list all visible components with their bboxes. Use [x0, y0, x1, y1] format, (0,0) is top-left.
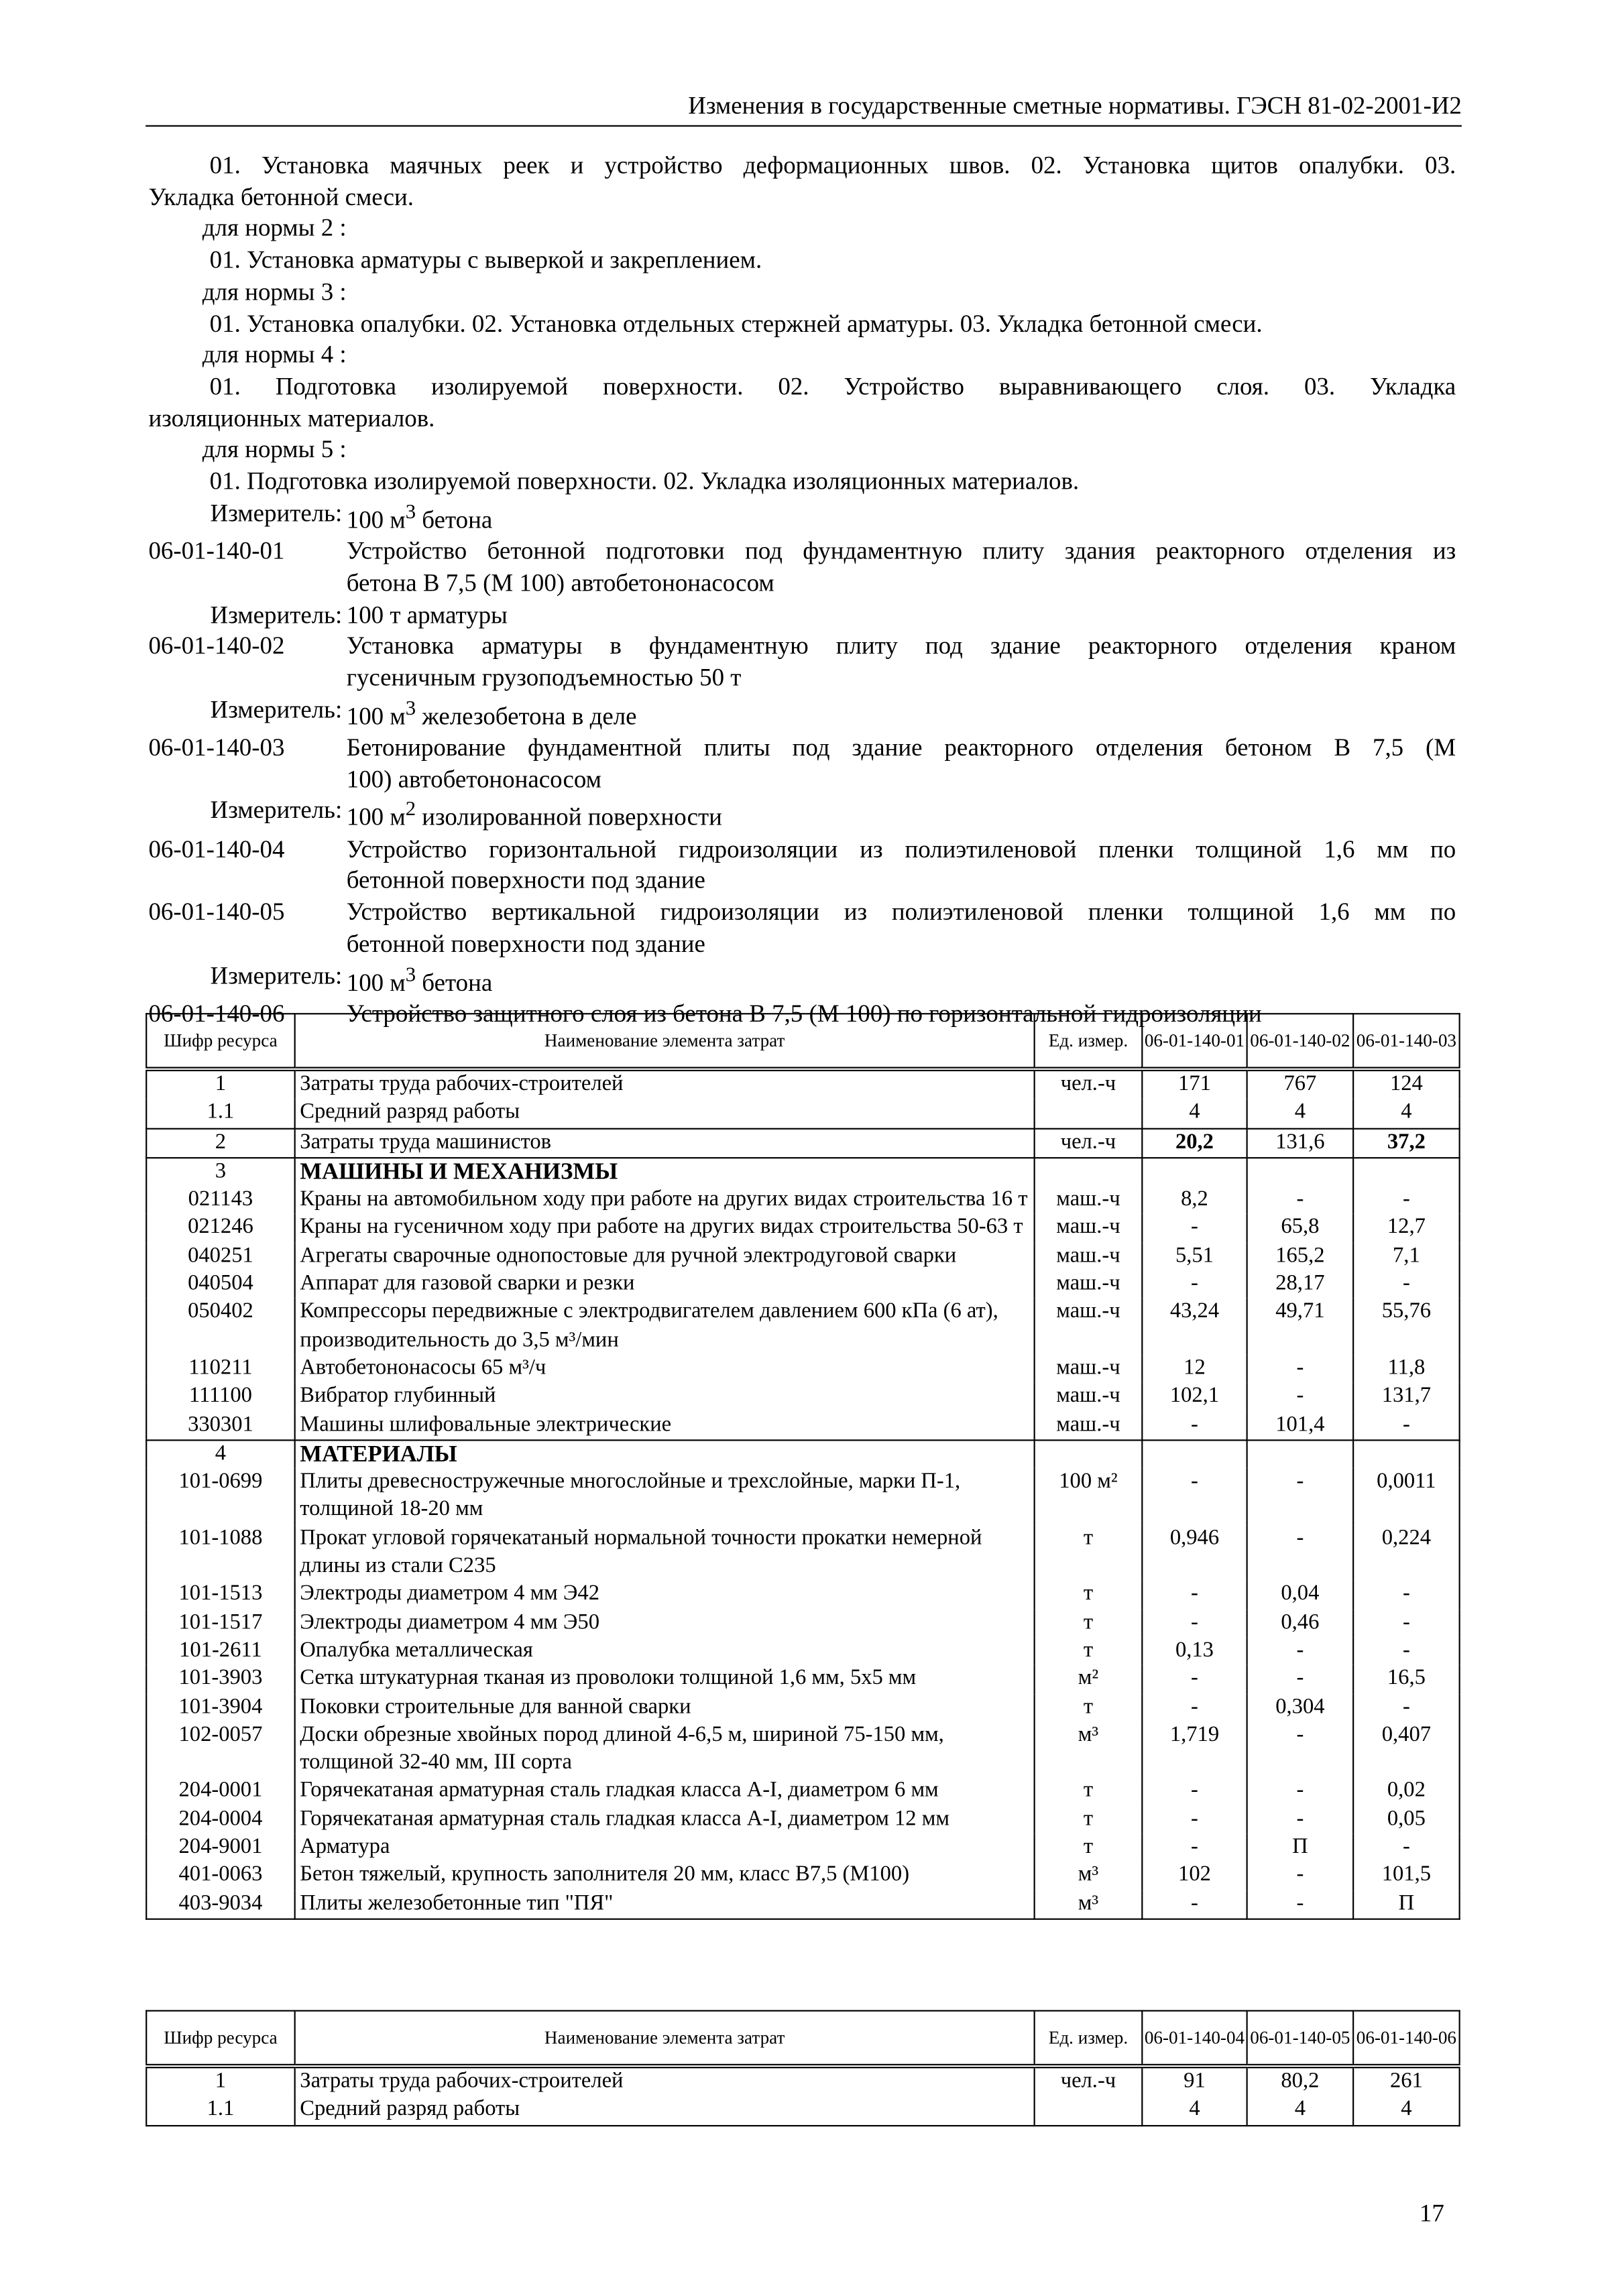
value-cell: -	[1247, 1862, 1353, 1890]
unit-cell: м²	[1035, 1665, 1143, 1693]
value-cell: 0,05	[1353, 1806, 1459, 1834]
resource-name: Прокат угловой горячекатаный нормальной точности прокатки немерной длины из стали С235	[295, 1525, 1035, 1581]
resource-name: Электроды диаметром 4 мм Э42	[295, 1581, 1035, 1610]
resource-name: Вибратор глубинный	[295, 1383, 1035, 1411]
value-cell: -	[1142, 1806, 1247, 1834]
resource-code: 021143	[146, 1187, 294, 1215]
value-cell	[1247, 1440, 1353, 1469]
resource-code: 110211	[146, 1355, 294, 1383]
unit-cell: м³	[1035, 1890, 1143, 1919]
value-cell: -	[1247, 1778, 1353, 1806]
value-cell: -	[1353, 1411, 1459, 1440]
value-cell: -	[1142, 1271, 1247, 1299]
norm-entry	[148, 732, 1456, 795]
table-row	[146, 1890, 1459, 1919]
norm-label: для нормы 3 :	[202, 278, 347, 306]
value-cell: 171	[1142, 1069, 1247, 1099]
value-cell: 20,2	[1142, 1128, 1247, 1158]
unit-cell: т	[1035, 1581, 1143, 1610]
col-header: Ед. измер.	[1035, 1014, 1143, 1069]
table-row	[146, 1469, 1459, 1525]
resource-name: Компрессоры передвижные с электродвигателем давлением 600 кПа (6 ат), производительность до 3,5 м³/мин	[295, 1299, 1035, 1355]
resource-name: Плиты древесностружечные многослойные и трехслойные, марки П-1, толщиной 18-20 мм	[295, 1469, 1035, 1525]
value-cell: 131,6	[1247, 1128, 1353, 1158]
measure-line	[148, 599, 1456, 630]
resource-code: 021246	[146, 1215, 294, 1243]
norm-code: 06-01-140-04	[148, 835, 285, 863]
unit-cell: маш.-ч	[1035, 1411, 1143, 1440]
resource-name: Электроды диаметром 4 мм Э50	[295, 1610, 1035, 1638]
table-row	[146, 1581, 1459, 1610]
resource-name: Арматура	[295, 1834, 1035, 1862]
norm-text: Устройство вертикальной гидроизоляции из полиэтиленовой пленки толщиной 1,6 мм по бетонной поверхности под здание	[346, 898, 1456, 958]
table-row	[146, 1637, 1459, 1665]
value-cell: 0,946	[1142, 1525, 1247, 1581]
value-cell: 0,46	[1247, 1610, 1353, 1638]
resource-name: Горячекатаная арматурная сталь гладкая класса А-I, диаметром 6 мм	[295, 1778, 1035, 1806]
unit-cell: т	[1035, 1637, 1143, 1665]
value-cell: 102,1	[1142, 1383, 1247, 1411]
value-cell	[1353, 1158, 1459, 1187]
value-cell: 12,7	[1353, 1215, 1459, 1243]
value-cell: 0,04	[1247, 1581, 1353, 1610]
resource-code: 101-1088	[146, 1525, 294, 1581]
resource-name: Поковки строительные для ванной сварки	[295, 1693, 1035, 1721]
resource-code: 040504	[146, 1271, 294, 1299]
resource-name: Краны на автомобильном ходу при работе на других видах строительства 16 т	[295, 1187, 1035, 1215]
unit-cell	[1035, 1099, 1143, 1128]
table-row	[146, 1610, 1459, 1638]
resource-code: 101-1513	[146, 1581, 294, 1610]
resource-code: 1	[146, 2066, 294, 2096]
norm-label: для нормы 4 :	[202, 341, 347, 369]
value-cell: 55,76	[1353, 1299, 1459, 1355]
value-cell: 65,8	[1247, 1215, 1353, 1243]
resource-code: 204-0004	[146, 1806, 294, 1834]
table-row	[146, 1721, 1459, 1778]
resource-name: Затраты труда рабочих-строителей	[295, 2066, 1035, 2096]
unit-cell: маш.-ч	[1035, 1187, 1143, 1215]
norm-entry	[148, 897, 1456, 960]
running-header: Изменения в государственные сметные нормативы. ГЭСН 81-02-2001-И2	[146, 90, 1462, 127]
col-header: Наименование элемента затрат	[295, 2011, 1035, 2067]
table-row	[146, 1411, 1459, 1440]
table-row	[146, 1355, 1459, 1383]
value-cell: -	[1142, 1581, 1247, 1610]
value-cell: 102	[1142, 1862, 1247, 1890]
unit-cell: 100 м²	[1035, 1469, 1143, 1525]
resource-code: 101-0699	[146, 1469, 294, 1525]
table-row	[146, 1243, 1459, 1271]
resource-name: Доски обрезные хвойных пород длиной 4-6,5 м, шириной 75-150 мм, толщиной 32-40 мм, III сорта	[295, 1721, 1035, 1778]
value-cell: 0,224	[1353, 1525, 1459, 1581]
resource-code: 1.1	[146, 1099, 294, 1128]
value-cell: -	[1247, 1355, 1353, 1383]
resource-code: 401-0063	[146, 1862, 294, 1890]
value-cell: 4	[1353, 1099, 1459, 1128]
norm-label: для нормы 2 :	[202, 215, 347, 243]
table-row	[146, 1099, 1459, 1128]
table-header-row	[146, 2011, 1459, 2067]
document-body	[148, 150, 1456, 1030]
col-header: 06-01-140-02	[1247, 1014, 1353, 1069]
unit-cell: чел.-ч	[1035, 1069, 1143, 1099]
measure-key: Измеритель:	[210, 961, 343, 989]
resource-code: 4	[146, 1440, 294, 1469]
unit-cell: маш.-ч	[1035, 1271, 1143, 1299]
value-cell: -	[1142, 1469, 1247, 1525]
measure-value: 100 т арматуры	[346, 600, 508, 628]
value-cell	[1247, 1158, 1353, 1187]
unit-cell: м³	[1035, 1721, 1143, 1778]
col-header: Наименование элемента затрат	[295, 1014, 1035, 1069]
value-cell	[1142, 1440, 1247, 1469]
value-cell: 767	[1247, 1069, 1353, 1099]
col-header: 06-01-140-05	[1247, 2011, 1353, 2067]
table-row	[146, 1862, 1459, 1890]
table-row	[146, 1806, 1459, 1834]
value-cell: 0,13	[1142, 1637, 1247, 1665]
value-cell	[1142, 1158, 1247, 1187]
work-text: 01. Подготовка изолируемой поверхности. 02. Укладка изоляционных материалов.	[209, 467, 1080, 495]
resource-code: 101-3903	[146, 1665, 294, 1693]
value-cell: -	[1353, 1693, 1459, 1721]
value-cell: -	[1353, 1271, 1459, 1299]
section-row	[146, 1440, 1459, 1469]
table-row	[146, 1525, 1459, 1581]
unit-cell: маш.-ч	[1035, 1299, 1143, 1355]
measure-line	[148, 960, 1456, 998]
resource-name: Автобетононасосы 65 м³/ч	[295, 1355, 1035, 1383]
value-cell: 4	[1142, 2096, 1247, 2125]
unit-cell: т	[1035, 1525, 1143, 1581]
measure-line	[148, 497, 1456, 536]
resource-name: Плиты железобетонные тип "ПЯ"	[295, 1890, 1035, 1919]
resource-table	[146, 1013, 1460, 1919]
work-text: 01. Установка арматуры с выверкой и закреплением.	[209, 246, 762, 274]
value-cell: 4	[1247, 2096, 1353, 2125]
resource-name: Сетка штукатурная тканая из проволоки толщиной 1,6 мм, 5х5 мм	[295, 1665, 1035, 1693]
measure-key: Измеритель:	[210, 600, 343, 628]
value-cell: -	[1142, 1778, 1247, 1806]
intro-line: Укладка бетонной смеси.	[148, 182, 414, 211]
table-row	[146, 1693, 1459, 1721]
table-row	[146, 1271, 1459, 1299]
value-cell: -	[1142, 1693, 1247, 1721]
resource-name: Опалубка металлическая	[295, 1637, 1035, 1665]
value-cell: 4	[1353, 2096, 1459, 2125]
measure-key: Измеритель:	[210, 499, 343, 527]
value-cell: 43,24	[1142, 1299, 1247, 1355]
norm-entry	[148, 631, 1456, 694]
value-cell: 16,5	[1353, 1665, 1459, 1693]
norm-code: 06-01-140-02	[148, 631, 285, 660]
resource-code: 330301	[146, 1411, 294, 1440]
work-text: 01. Установка опалубки. 02. Установка отдельных стержней арматуры. 03. Укладка бетонной смеси.	[209, 309, 1263, 337]
resource-name: Затраты труда рабочих-строителей	[295, 1069, 1035, 1099]
value-cell: -	[1142, 1411, 1247, 1440]
table-row	[146, 1187, 1459, 1215]
value-cell: 131,7	[1353, 1383, 1459, 1411]
value-cell: -	[1142, 1215, 1247, 1243]
norm-text: Установка арматуры в фундаментную плиту под здание реакторного отделения краном гусеничным грузоподъемностью 50 т	[346, 631, 1456, 692]
col-header: 06-01-140-06	[1353, 2011, 1459, 2067]
resource-name: Средний разряд работы	[295, 1099, 1035, 1128]
resource-code: 101-3904	[146, 1693, 294, 1721]
norm-code: 06-01-140-05	[148, 898, 285, 926]
value-cell: -	[1247, 1469, 1353, 1525]
norm-code: 06-01-140-01	[148, 537, 285, 565]
table-row	[146, 1665, 1459, 1693]
page-number: 17	[1419, 2199, 1444, 2227]
value-cell: 8,2	[1142, 1187, 1247, 1215]
resource-code: 111100	[146, 1383, 294, 1411]
table-row	[146, 1215, 1459, 1243]
resource-code: 101-1517	[146, 1610, 294, 1638]
norm-entry	[148, 536, 1456, 599]
intro-line: 01. Установка маячных реек и устройство деформационных швов. 02. Установка щитов опалубки. 03.	[209, 151, 1456, 180]
resource-name: Затраты труда машинистов	[295, 1128, 1035, 1158]
resource-code: 1	[146, 1069, 294, 1099]
unit-cell: т	[1035, 1806, 1143, 1834]
value-cell: 1,719	[1142, 1721, 1247, 1778]
value-cell: 28,17	[1247, 1271, 1353, 1299]
resource-code: 101-2611	[146, 1637, 294, 1665]
resource-code: 050402	[146, 1299, 294, 1355]
norm-code: 06-01-140-06	[148, 1000, 285, 1028]
unit-cell: т	[1035, 1693, 1143, 1721]
unit-cell: чел.-ч	[1035, 1128, 1143, 1158]
resource-name: Машины шлифовальные электрические	[295, 1411, 1035, 1440]
table-row	[146, 1128, 1459, 1158]
col-header: 06-01-140-04	[1142, 2011, 1247, 2067]
resource-name: Горячекатаная арматурная сталь гладкая класса А-I, диаметром 12 мм	[295, 1806, 1035, 1834]
value-cell: -	[1247, 1383, 1353, 1411]
value-cell: 0,0011	[1353, 1469, 1459, 1525]
resource-name: Бетон тяжелый, крупность заполнителя 20 мм, класс В7,5 (М100)	[295, 1862, 1035, 1890]
value-cell: -	[1247, 1721, 1353, 1778]
value-cell: 124	[1353, 1069, 1459, 1099]
value-cell	[1353, 1440, 1459, 1469]
norm-text: Бетонирование фундаментной плиты под здание реакторного отделения бетоном В 7,5 (М 100) автобетононасосом	[346, 733, 1456, 793]
unit-cell: м³	[1035, 1862, 1143, 1890]
measure-line	[148, 795, 1456, 833]
unit-cell: т	[1035, 1610, 1143, 1638]
resource-code: 2	[146, 1128, 294, 1158]
norm-code: 06-01-140-03	[148, 733, 285, 762]
unit-cell: маш.-ч	[1035, 1355, 1143, 1383]
work-text: изоляционных материалов.	[148, 404, 435, 432]
value-cell: 12	[1142, 1355, 1247, 1383]
work-text: 01. Подготовка изолируемой поверхности. 02. Устройство выравнивающего слоя. 03. Укладка	[209, 372, 1456, 400]
table-row	[146, 1778, 1459, 1806]
unit-cell: чел.-ч	[1035, 2066, 1143, 2096]
value-cell: -	[1353, 1581, 1459, 1610]
value-cell: -	[1247, 1187, 1353, 1215]
value-cell: 11,8	[1353, 1355, 1459, 1383]
table-row	[146, 1383, 1459, 1411]
unit-cell	[1035, 1158, 1143, 1187]
value-cell: 101,4	[1247, 1411, 1353, 1440]
unit-cell	[1035, 2096, 1143, 2125]
value-cell: -	[1142, 1834, 1247, 1862]
measure-value: 100 $м^3$ железобетона в деле	[346, 697, 637, 730]
resource-name: Краны на гусеничном ходу при работе на других видах строительства 50-63 т	[295, 1215, 1035, 1243]
resource-name: МАТЕРИАЛЫ	[295, 1440, 1035, 1469]
norm-text: Устройство бетонной подготовки под фундаментную плиту здания реакторного отделения из бетона В 7,5 (М 100) автобетононасосом	[346, 537, 1456, 597]
measure-value: 100 $м^2$ изолированной поверхности	[346, 798, 722, 831]
value-cell: 80,2	[1247, 2066, 1353, 2096]
resource-code: 3	[146, 1158, 294, 1187]
section-row	[146, 1158, 1459, 1187]
col-header: Ед. измер.	[1035, 2011, 1143, 2067]
unit-cell: маш.-ч	[1035, 1243, 1143, 1271]
measure-key: Измеритель:	[210, 796, 343, 825]
measure-line	[148, 694, 1456, 732]
unit-cell: т	[1035, 1778, 1143, 1806]
unit-cell: т	[1035, 1834, 1143, 1862]
col-header: Шифр ресурса	[146, 2011, 294, 2067]
value-cell: -	[1353, 1610, 1459, 1638]
resource-code: 204-0001	[146, 1778, 294, 1806]
value-cell: 0,304	[1247, 1693, 1353, 1721]
value-cell: -	[1353, 1187, 1459, 1215]
value-cell: -	[1247, 1665, 1353, 1693]
table-row	[146, 2096, 1459, 2125]
norm-text: Устройство горизонтальной гидроизоляции из полиэтиленовой пленки толщиной 1,6 мм по бетонной поверхности под здание	[346, 835, 1456, 895]
resource-code: 040251	[146, 1243, 294, 1271]
value-cell: 0,407	[1353, 1721, 1459, 1778]
value-cell: -	[1353, 1637, 1459, 1665]
norm-entry	[148, 834, 1456, 897]
measure-value: 100 $м^3$ бетона	[346, 500, 493, 534]
table-row	[146, 1069, 1459, 1099]
value-cell: 37,2	[1353, 1128, 1459, 1158]
resource-code: 204-9001	[146, 1834, 294, 1862]
table-row	[146, 1299, 1459, 1355]
value-cell: 261	[1353, 2066, 1459, 2096]
norm-text: Устройство защитного слоя из бетона В 7,5 (М 100) по горизонтальной гидроизоляции	[346, 1000, 1262, 1028]
value-cell: -	[1142, 1665, 1247, 1693]
resource-name: Аппарат для газовой сварки и резки	[295, 1271, 1035, 1299]
unit-cell: маш.-ч	[1035, 1383, 1143, 1411]
unit-cell	[1035, 1440, 1143, 1469]
resource-name: МАШИНЫ И МЕХАНИЗМЫ	[295, 1158, 1035, 1187]
resource-code: 102-0057	[146, 1721, 294, 1778]
table-header-row	[146, 1014, 1459, 1069]
value-cell: П	[1353, 1890, 1459, 1919]
col-header: 06-01-140-01	[1142, 1014, 1247, 1069]
value-cell: 165,2	[1247, 1243, 1353, 1271]
norm-label: для нормы 5 :	[202, 435, 347, 464]
value-cell: 7,1	[1353, 1243, 1459, 1271]
value-cell: 101,5	[1353, 1862, 1459, 1890]
col-header: Шифр ресурса	[146, 1014, 294, 1069]
table-row	[146, 2066, 1459, 2096]
resource-table	[146, 2010, 1460, 2126]
table-row	[146, 1834, 1459, 1862]
col-header: 06-01-140-03	[1353, 1014, 1459, 1069]
value-cell: -	[1142, 1890, 1247, 1919]
value-cell: -	[1353, 1834, 1459, 1862]
value-cell: 5,51	[1142, 1243, 1247, 1271]
measure-value: 100 $м^3$ бетона	[346, 963, 493, 996]
value-cell: 4	[1142, 1099, 1247, 1128]
resource-name: Средний разряд работы	[295, 2096, 1035, 2125]
value-cell: -	[1247, 1890, 1353, 1919]
value-cell: 91	[1142, 2066, 1247, 2096]
value-cell: -	[1247, 1806, 1353, 1834]
resource-code: 1.1	[146, 2096, 294, 2125]
value-cell: П	[1247, 1834, 1353, 1862]
value-cell: 0,02	[1353, 1778, 1459, 1806]
value-cell: 49,71	[1247, 1299, 1353, 1355]
value-cell: 4	[1247, 1099, 1353, 1128]
value-cell: -	[1247, 1525, 1353, 1581]
value-cell: -	[1142, 1610, 1247, 1638]
value-cell: -	[1247, 1637, 1353, 1665]
measure-key: Измеритель:	[210, 694, 343, 723]
resource-code: 403-9034	[146, 1890, 294, 1919]
unit-cell: маш.-ч	[1035, 1215, 1143, 1243]
resource-name: Агрегаты сварочные однопостовые для ручной электродуговой сварки	[295, 1243, 1035, 1271]
